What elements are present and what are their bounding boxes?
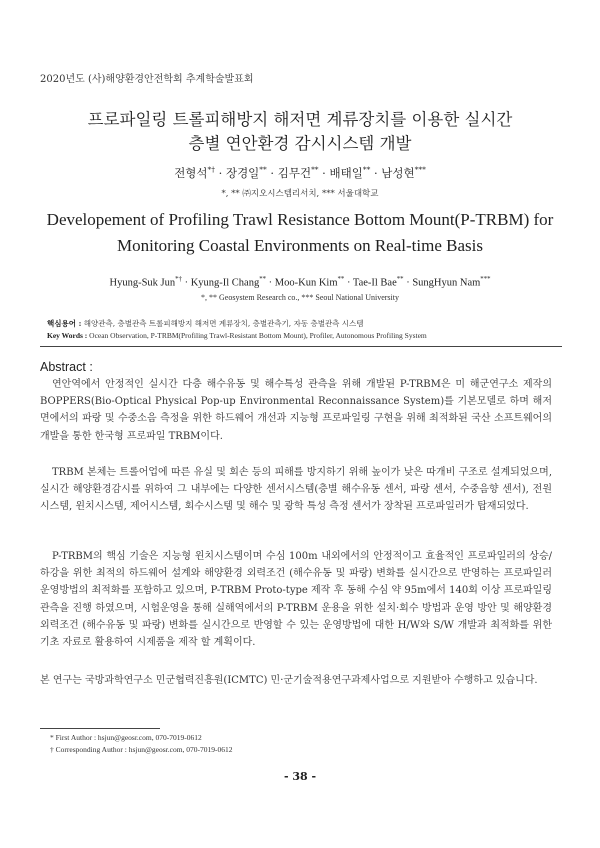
keywords-text: 해양관측, 층별관측 트롤피해방지 해저면 계류장치, 층별관측기, 자동 층별관측 시스템 xyxy=(83,319,364,328)
conference-header: 2020년도 (사)해양환경안전학회 추계학술발표회 xyxy=(40,74,254,85)
author-mark: *† xyxy=(207,165,215,175)
footnote-divider xyxy=(40,728,160,729)
paragraph-text: TRBM 본체는 트롤어업에 따른 유실 및 회손 등의 피해를 방지하기 위해 높이가 낮은 따개비 구조로 설계되었으며, 실시간 해양환경감시를 위하여 그 내부에는 다양한 센서시스템(층별 해수유동 센서, 파랑 센서, 수중음향 센서), 전원시스템, 윈치시스템, 제어시스템, 회수시스템 및 해수 및 광학 특성 측정 센서가 장착된 프로파일러가 탑재되었다. xyxy=(40,467,552,513)
page-number: - 38 - xyxy=(283,770,317,783)
author-name: 배태일 xyxy=(329,166,363,180)
english-authors xyxy=(0,276,600,289)
english-affiliation: *, ** Geosystem Research co., *** Seoul National University xyxy=(201,293,399,302)
footnote-mark: * xyxy=(50,733,54,742)
footnote-text: Corresponding Author : hsjun@geosr.com, 070-7019-0612 xyxy=(55,745,233,754)
paragraph-text: 본 연구는 국방과학연구소 민군협력진흥원(ICMTC) 민·군기술적용연구과제사업으로 지원받아 수행하고 있습니다. xyxy=(40,675,538,686)
author-name: SungHyun Nam xyxy=(412,277,481,289)
author-name: 남성현 xyxy=(381,166,415,180)
author-separator: · xyxy=(403,277,413,289)
keywords-label: Key Words : xyxy=(47,331,88,340)
author-mark: ** xyxy=(311,165,319,175)
abstract-paragraph-1 xyxy=(40,376,552,445)
abstract-paragraph-2 xyxy=(40,464,552,516)
keywords-label: 핵심용어 : xyxy=(47,319,82,328)
author-mark: ** xyxy=(259,165,267,175)
author-mark: *** xyxy=(414,165,426,175)
author-name: Tae-Il Bae xyxy=(352,277,397,289)
keywords-text: Ocean Observation, P-TRBM(Profiling Trawl-Resistant Bottom Mount), Profiler, Autonomous Profiling System xyxy=(89,331,427,340)
author-mark: *** xyxy=(480,276,491,283)
author-mark: *† xyxy=(175,276,182,283)
korean-affiliation: *, ** ㈜지오시스템리서치, *** 서울대학교 xyxy=(221,189,379,199)
korean-title-line-1: 프로파일링 트롤피해방지 해저면 계류장치를 이용한 실시간 xyxy=(87,110,513,129)
section-divider xyxy=(40,346,562,347)
author-name: 장경일 xyxy=(225,166,260,180)
author-separator: · xyxy=(181,277,191,289)
english-title-line-2: Monitoring Coastal Environments on Real-time Basis xyxy=(117,236,483,255)
english-keywords xyxy=(47,331,427,340)
abstract-paragraph-3 xyxy=(40,548,552,651)
paragraph-text: P-TRBM의 핵심 기술은 지능형 윈치시스템이며 수심 100m 내외에서의 안정적이고 효율적인 프로파일러의 상승/하강을 위한 최적의 하드웨어 설계와 해양환경 외력조건 (해수유동 및 파랑) 변화를 실시간으로 반영하는 프로파일러 운영방법의 최적화를 포함하고 있으며, P-TRBM Proto-type 제작 후 동해 수심 약 95m에서 140회 이상 프로파일링 관측을 진행 하였으며, 시험운영을 통해 실해역에서의 P-TRBM 운용을 위한 설치·회수 방법과 운영 방안 및 해양환경 외력조건 (해수유동 및 파랑) 변화를 실시간으로 반영할 수 있는 운영방법에 대한 H/W와 S/W 개발과 최적화를 위한 기초 자료로 활용하여 시제품을 제작 할 계획이다. xyxy=(40,551,552,649)
author-mark: ** xyxy=(396,276,404,283)
abstract-heading: Abstract : xyxy=(40,360,93,374)
author-name: Kyung-Il Chang xyxy=(190,277,260,289)
author-separator: · xyxy=(266,277,275,289)
footnote-mark: † xyxy=(50,745,54,754)
korean-authors xyxy=(0,165,600,181)
author-mark: ** xyxy=(337,276,345,283)
author-separator: · xyxy=(266,166,278,180)
abstract-paragraph-4 xyxy=(40,672,552,689)
author-name: 전형석 xyxy=(174,166,208,180)
author-separator: · xyxy=(370,166,382,180)
author-separator: · xyxy=(344,277,353,289)
author-separator: · xyxy=(318,166,330,180)
footnote-corresponding-author xyxy=(50,745,233,754)
english-title-line-1: Developement of Profiling Trawl Resistance Bottom Mount(P-TRBM) for xyxy=(46,210,554,229)
korean-keywords xyxy=(47,318,364,329)
author-mark: ** xyxy=(259,276,267,283)
author-mark: ** xyxy=(362,165,371,175)
author-name: 김무건 xyxy=(277,166,312,180)
korean-title-line-2: 층별 연안환경 감시시스템 개발 xyxy=(188,134,412,153)
paragraph-text: 연안역에서 안정적인 실시간 다층 해수유동 및 해수특성 관측을 위해 개발된 P-TRBM은 미 해군연구소 제작의 BOPPERS(Bio-Optical Physical Pop-up Environmental Reconnaissance System)를 기본모델로 하며 해저면에서의 파랑 및 수중소음 측정을 위한 하드웨어 개선과 지능형 프로파일링 구현을 위해 최적화된 국산 소프트웨어의 개발을 통한 한국형 프로파일 TRBM이다. xyxy=(40,379,552,442)
author-name: Moo-Kun Kim xyxy=(274,277,338,289)
footnote-first-author xyxy=(50,733,202,742)
author-name: Hyung-Suk Jun xyxy=(109,277,176,289)
author-separator: · xyxy=(215,166,226,180)
footnote-text: First Author : hsjun@geosr.com, 070-7019-0612 xyxy=(55,733,202,742)
